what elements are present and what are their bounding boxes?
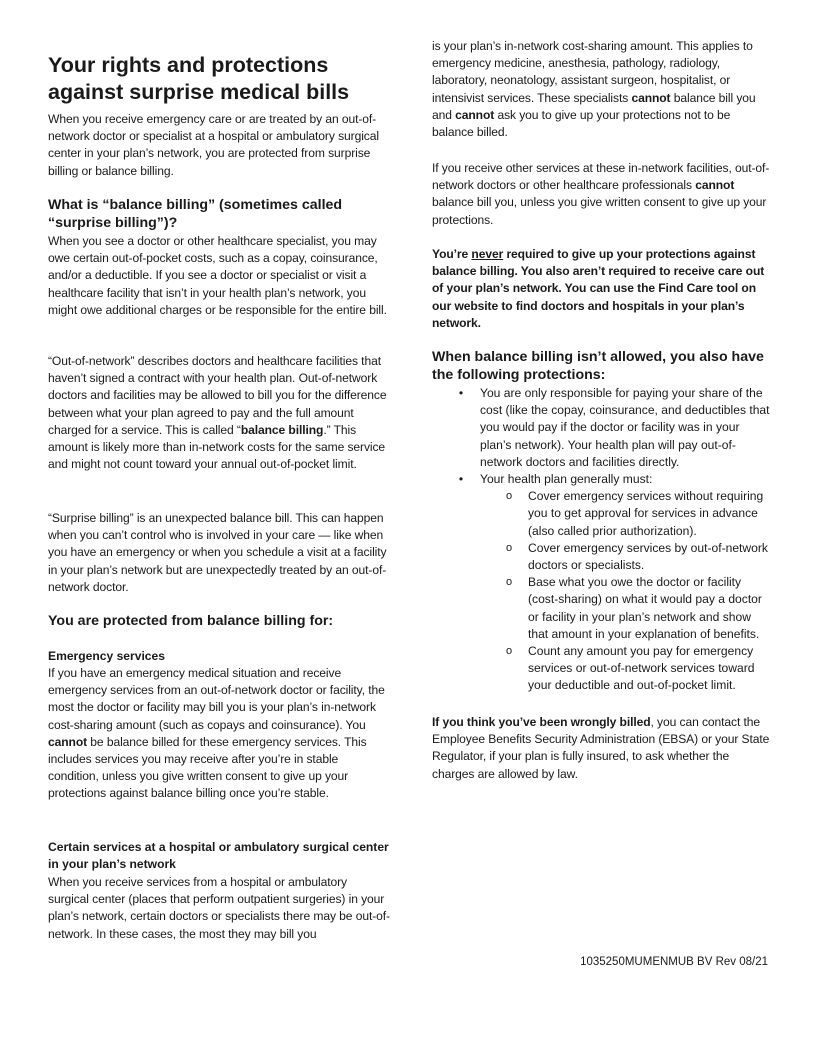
- protections-list: [432, 385, 772, 695]
- what-is-balance-billing-heading: What is “balance billing” (sometimes called “surprise billing”)?: [48, 197, 343, 231]
- certain-services-heading: Certain services at a hospital or ambulatory surgical center in your plan’s network: [48, 840, 389, 872]
- bullet-icon: •: [458, 472, 464, 487]
- circle-bullet-icon: o: [505, 490, 513, 503]
- plan-must-sublist: [480, 488, 772, 694]
- circle-bullet-icon: o: [505, 576, 513, 589]
- list-item: • You are only responsible for paying your share of the cost (like the copay, coinsurance, and deductibles that you would pay if the doctor or facility was in your plan’s network). Your health plan will pay out-of-network doctors and facilities directly.: [432, 385, 772, 471]
- other-services-paragraph: If you receive other services at these in-network facilities, out-of-network doctors or other healthcare professionals cannot balance bill you, unless you give written consent to give up your protections.: [432, 161, 770, 227]
- when-not-allowed-heading: When balance billing isn’t allowed, you also have the following protections:: [432, 349, 764, 383]
- page-title: Your rights and protections against surprise medical bills: [48, 53, 350, 104]
- sub-list-item: o Cover emergency services without requiring you to get approval for services in advance (also called prior authorization).: [505, 489, 764, 538]
- emergency-services-heading: Emergency services: [48, 649, 165, 663]
- sub-list-item: o Base what you owe the doctor or facility (cost-sharing) on what it would pay a doctor or facility in your plan’s network and show that amount in your explanation of benefits.: [505, 575, 762, 641]
- list-item: • Your health plan generally must: o Cover emergency services without requiring you to get approval for services in advance (also called prior authorization). o Cover emergency services by out-of-network doctors or specialists. o Base what you owe the doctor or facility (cost-sharing) on what it would pay a doctor or facility in your plan’s network and show that amount in your explanation of benefits. o Count any amount you pay for emergency services or out-of-network services toward your deductible and out-of-pocket limit.: [432, 471, 772, 695]
- out-of-network-paragraph: “Out-of-network” describes doctors and healthcare facilities that haven’t signed a contract with your health plan. Out-of-network doctors and facilities may be allowed to bill you for the difference between what your plan agreed to pay and the full amount charged for a service. This is called “balance billing.” This amount is likely more than in-network costs for the same service and might not count toward your annual out-of-pocket limit.: [48, 354, 387, 472]
- sub-list-item: o Count any amount you pay for emergency services or out-of-network services toward your deductible and out-of-pocket limit.: [505, 644, 755, 693]
- circle-bullet-icon: o: [505, 541, 513, 554]
- circle-bullet-icon: o: [505, 645, 513, 658]
- document-code-footer: 1035250MUMENMUB BV Rev 08/21: [580, 956, 768, 968]
- never-required-paragraph: You’re never required to give up your protections against balance billing. You also aren’t required to receive care out of your plan’s network. You can use the Find Care tool on our website to find doctors and hospitals in your plan’s network.: [432, 247, 765, 330]
- wrongly-billed-paragraph: If you think you’ve been wrongly billed, you can contact the Employee Benefits Security Administration (EBSA) or your State Regulator, if your plan is fully insured, to ask whether the charges are allowed by law.: [432, 715, 770, 781]
- bullet-icon: •: [458, 386, 464, 400]
- certain-services-paragraph: When you receive services from a hospital or ambulatory surgical center (places that perform outpatient surgeries) in your plan’s network, certain doctors or specialists there may be out-of-network. In these cases, the most they may bill you: [48, 875, 390, 941]
- certain-services-continued-paragraph: is your plan’s in-network cost-sharing amount. This applies to emergency medicine, anesthesia, pathology, radiology, laboratory, neonatology, assistant surgeon, hospitalist, or intensivist services. These specialists cannot balance bill you and cannot ask you to give up your protections not to be balance billed.: [432, 39, 756, 140]
- emergency-services-paragraph: If you have an emergency medical situation and receive emergency services from an out-of-network doctor or facility, the most the doctor or facility may bill you is your plan’s in-network cost-sharing amount (such as copays and coinsurance). You cannot be balance billed for these emergency services. This includes services you may receive after you’re in stable condition, unless you give written consent to give up your protections against balance billing once you’re stable.: [48, 666, 385, 801]
- protected-heading: You are protected from balance billing for:: [48, 613, 334, 629]
- balance-billing-definition-paragraph: When you see a doctor or other healthcare specialist, you may owe certain out-of-pocket costs, such as a copay, coinsurance, and/or a deductible. If you see a doctor or specialist or visit a healthcare facility that isn’t in your health plan’s network, you might owe additional charges or be responsible for the entire bill.: [48, 234, 387, 317]
- sub-list-item: o Cover emergency services by out-of-network doctors or specialists.: [505, 540, 768, 573]
- intro-paragraph: When you receive emergency care or are treated by an out-of-network doctor or specialist at a hospital or ambulatory surgical center in your plan’s network, you are protected from surprise billing or balance billing.: [48, 112, 379, 178]
- surprise-billing-paragraph: “Surprise billing” is an unexpected balance bill. This can happen when you can’t control who is involved in your care — like when you have an emergency or when you schedule a visit at a facility in your plan’s network but are unexpectedly treated by an out-of-network doctor.: [48, 511, 387, 594]
